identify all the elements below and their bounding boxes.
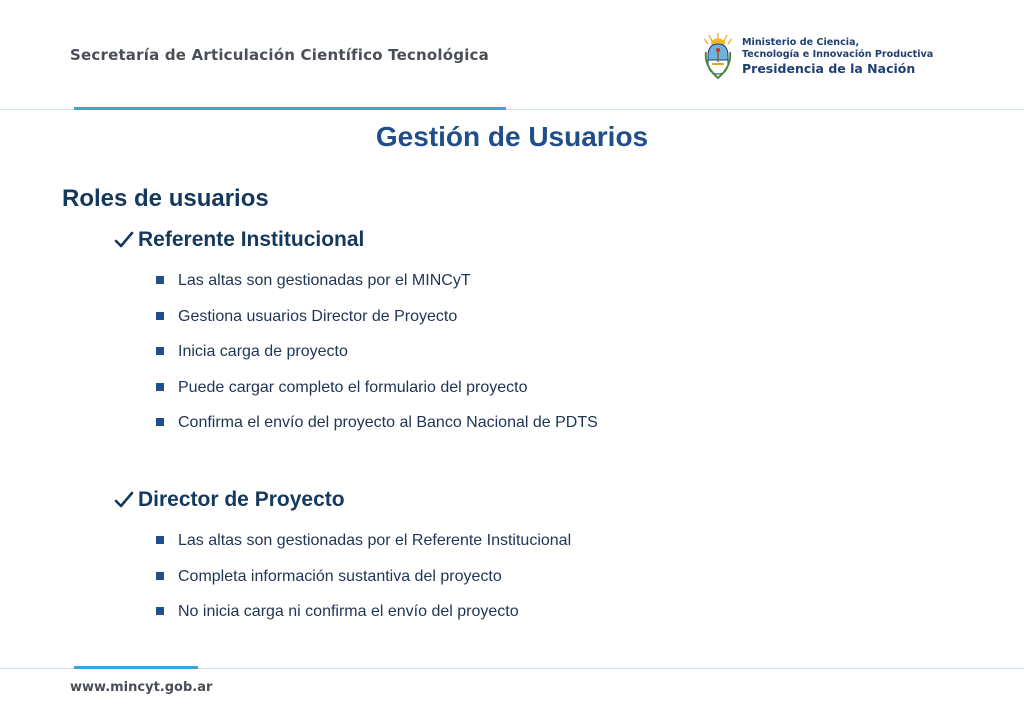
- roles-heading: Roles de usuarios: [62, 185, 269, 212]
- square-bullet-icon: [156, 607, 164, 615]
- square-bullet-icon: [156, 312, 164, 320]
- ministry-line-2: Tecnología e Innovación Productiva: [742, 49, 934, 60]
- ministry-logo: [704, 32, 944, 84]
- ministry-line-3: Presidencia de la Nación: [742, 61, 916, 76]
- role-title: Referente Institucional: [138, 228, 365, 251]
- square-bullet-icon: [156, 418, 164, 426]
- role-title: Director de Proyecto: [138, 488, 345, 511]
- slide-title: Gestión de Usuarios: [375, 121, 649, 152]
- header-title: Secretaría de Articulación Científico Tecnológica: [70, 46, 489, 64]
- checkmark-icon: [114, 230, 134, 250]
- footer-accent-bar: [74, 666, 198, 669]
- header-accent-bar: [74, 107, 506, 110]
- argentina-coat-of-arms-icon: [704, 32, 732, 80]
- checkmark-icon: [114, 490, 134, 510]
- square-bullet-icon: [156, 383, 164, 391]
- footer-url: www.mincyt.gob.ar: [70, 680, 213, 695]
- ministry-text: [742, 37, 933, 77]
- square-bullet-icon: [156, 347, 164, 355]
- square-bullet-icon: [156, 276, 164, 284]
- ministry-line-1: Ministerio de Ciencia,: [742, 37, 860, 48]
- square-bullet-icon: [156, 536, 164, 544]
- square-bullet-icon: [156, 572, 164, 580]
